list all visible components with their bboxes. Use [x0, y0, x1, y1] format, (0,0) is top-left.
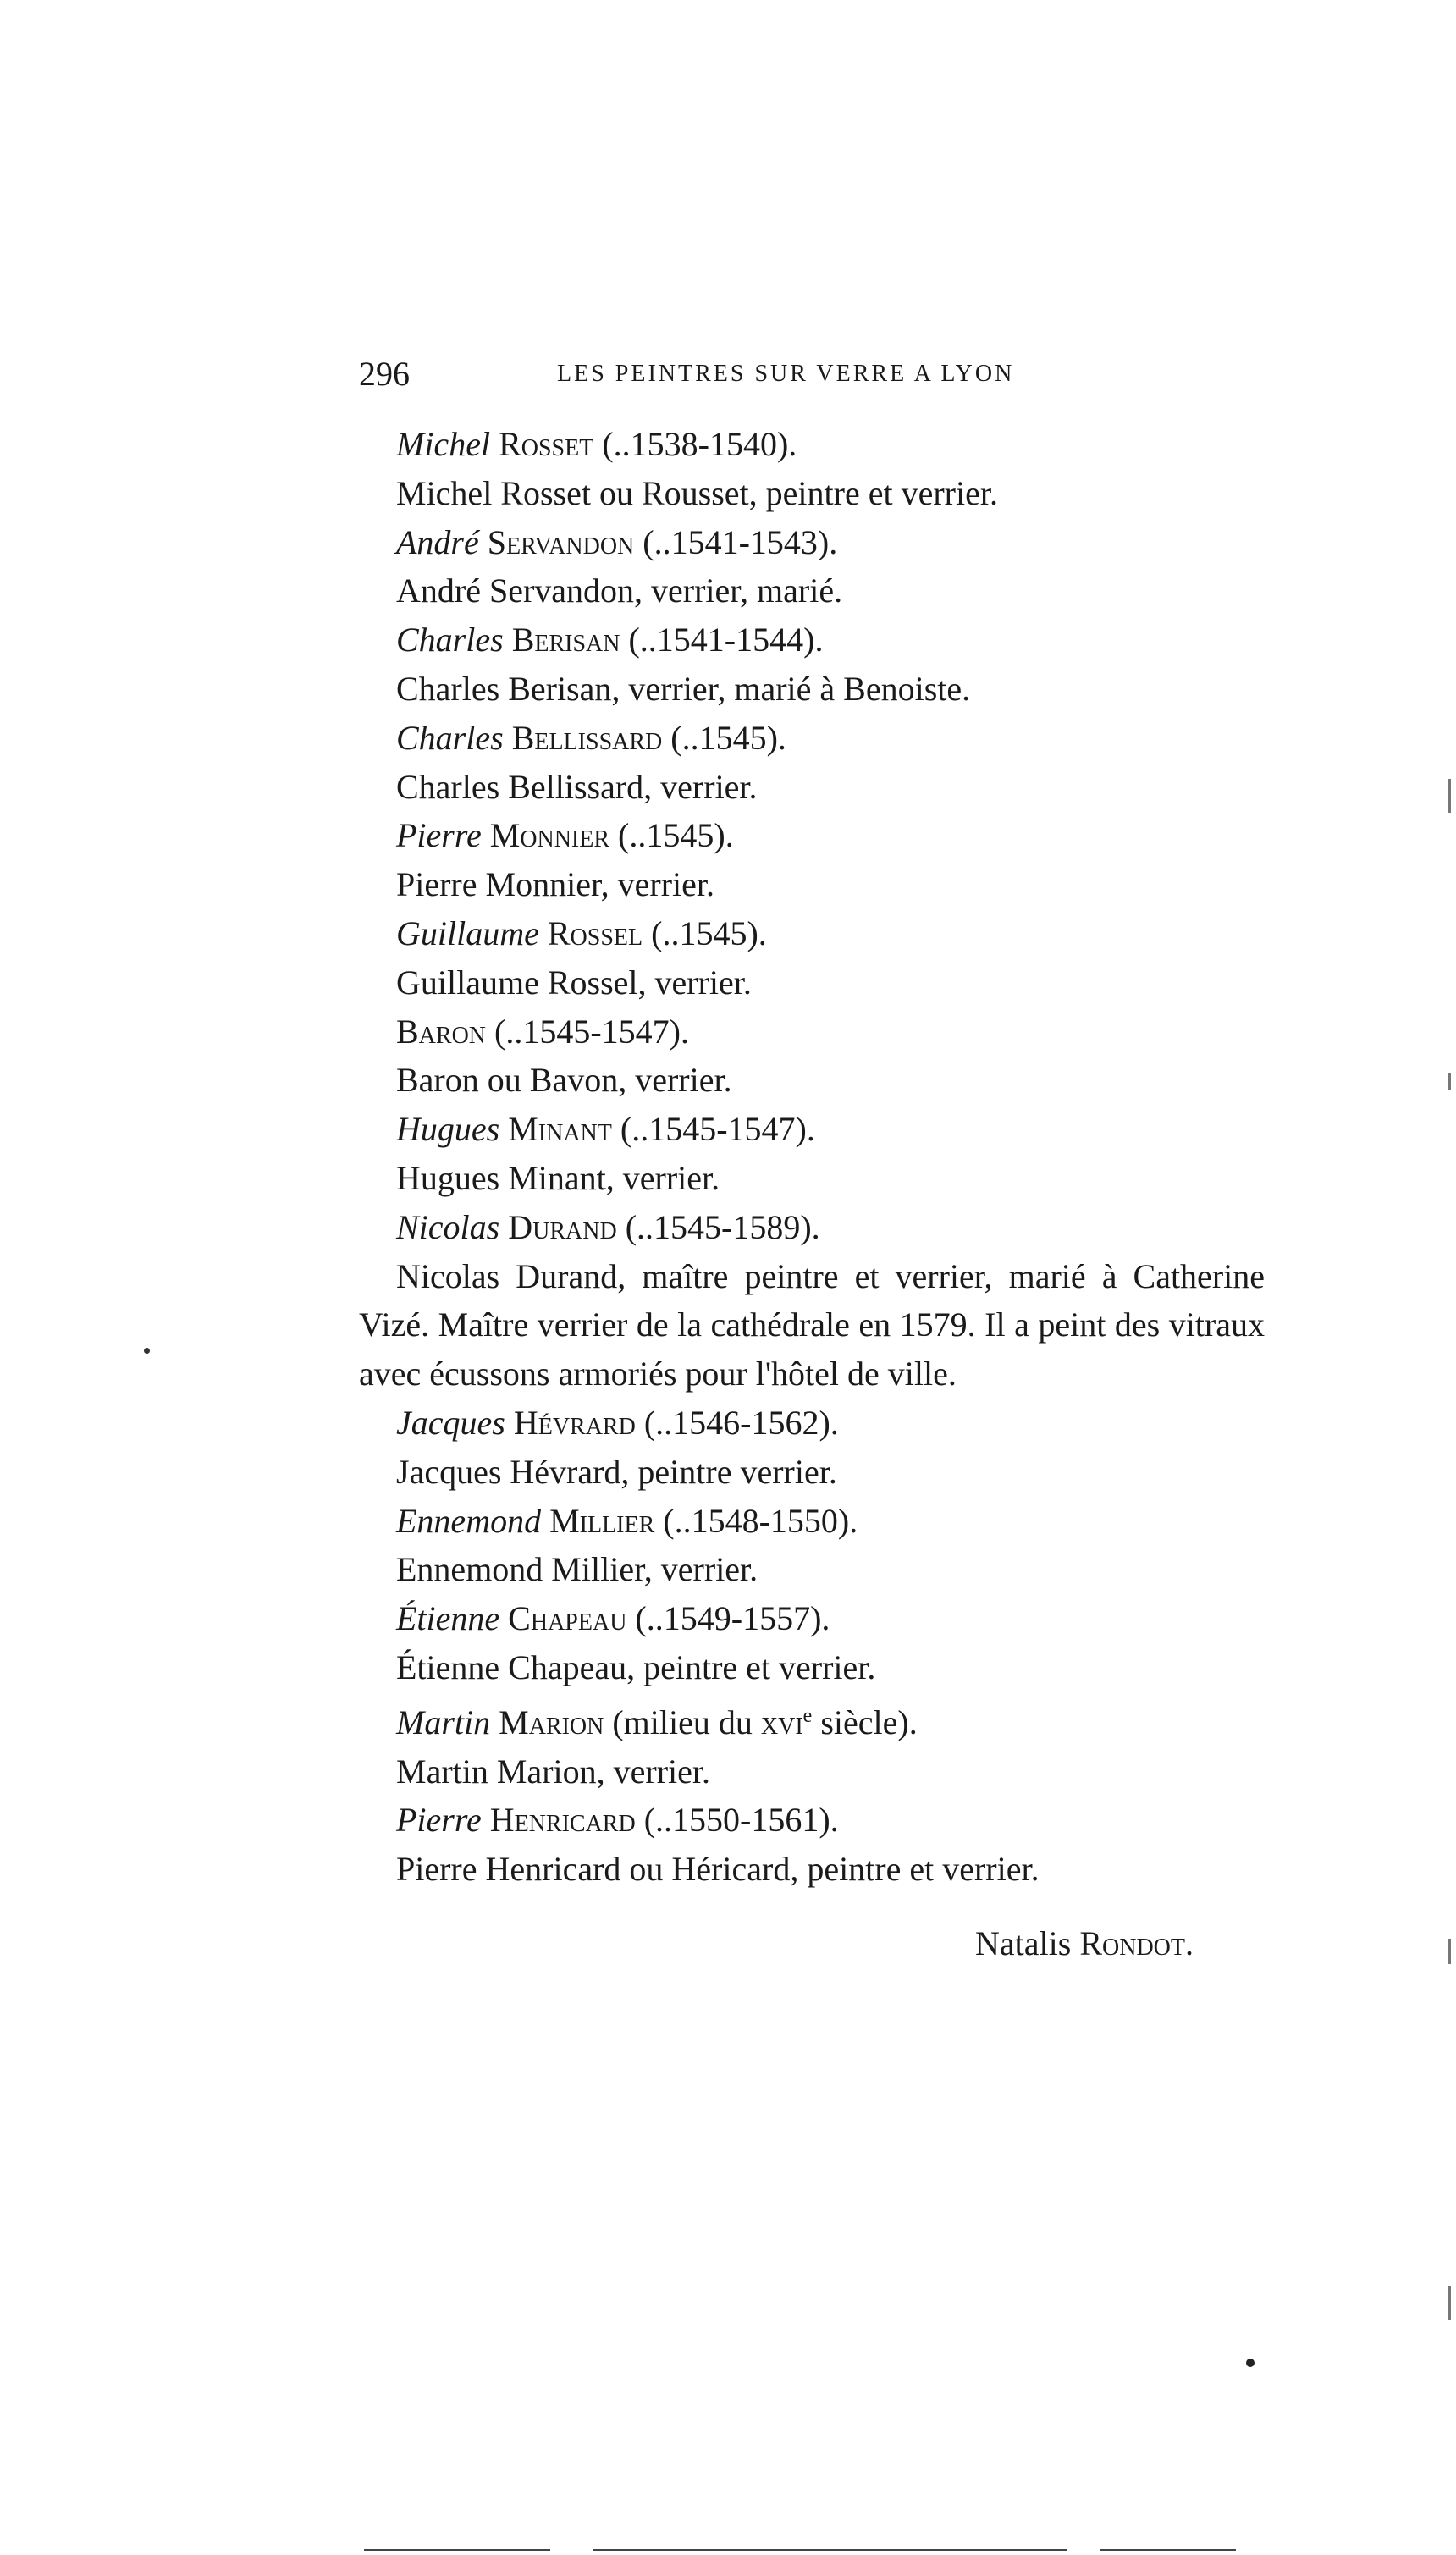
surname: Monnier	[489, 816, 610, 855]
given-name: Charles	[396, 718, 504, 757]
entry-heading	[359, 811, 1265, 860]
surname: Berisan	[511, 621, 620, 659]
dates: (..1545-1547).	[611, 1110, 815, 1149]
surname: Minant	[508, 1110, 612, 1149]
entry-heading	[359, 1399, 1265, 1448]
dates: (milieu du	[604, 1702, 761, 1741]
dates: (..1546-1562).	[635, 1403, 839, 1442]
running-title: LES PEINTRES SUR VERRE A LYON	[557, 361, 1015, 387]
surname: Servandon	[487, 522, 635, 561]
surname: Rosset	[499, 425, 594, 463]
dates: (..1538-1540).	[593, 425, 797, 463]
surname: Bellissard	[511, 718, 663, 757]
scan-bottom-rule	[1100, 2549, 1236, 2551]
dates: (..1545-1589).	[616, 1207, 820, 1246]
entry-description: Étienne Chapeau, peintre et verrier.	[396, 1647, 876, 1686]
scan-margin-mark	[1448, 1939, 1451, 1964]
entry-heading	[359, 1203, 1265, 1252]
dates: (..1541-1544).	[620, 621, 824, 659]
scan-margin-mark	[1448, 2286, 1451, 2320]
surname: Rossel	[547, 913, 643, 952]
given-name: Guillaume	[396, 913, 539, 952]
entry-description: Nicolas Durand, maître peintre et verrier, marié à Catherine Vizé. Maître verrier de la cathédrale en 1579. Il a peint des vitraux avec écussons armoriés pour l'hôtel de ville.	[359, 1256, 1265, 1393]
given-name: Nicolas	[396, 1207, 500, 1246]
entry-heading	[359, 420, 1265, 469]
entry-description: Charles Berisan, verrier, marié à Benoiste.	[396, 669, 971, 708]
dates: (..1545).	[643, 913, 767, 952]
scan-dot	[1246, 2359, 1255, 2367]
scan-margin-mark	[1448, 779, 1451, 813]
entry-description: André Servandon, verrier, marié.	[396, 571, 843, 610]
dates-end: siècle).	[812, 1702, 918, 1741]
entry-heading	[359, 1497, 1265, 1546]
given-name: Hugues	[396, 1110, 500, 1149]
given-name: Ennemond	[396, 1501, 542, 1540]
entry-description: Pierre Henricard ou Héricard, peintre et verrier.	[396, 1850, 1040, 1889]
entry-description: Hugues Minant, verrier.	[396, 1158, 720, 1197]
signature	[359, 1919, 1265, 1968]
surname: Baron	[396, 1012, 487, 1051]
page-header	[359, 354, 1070, 396]
entry-heading	[359, 1796, 1265, 1845]
dates: (..1549-1557).	[626, 1599, 830, 1638]
entry-description: Michel Rosset ou Rousset, peintre et verrier.	[396, 473, 998, 512]
surname: Marion	[499, 1702, 604, 1741]
dates: (..1548-1550).	[654, 1501, 858, 1540]
entry-description: Martin Marion, verrier.	[396, 1752, 710, 1791]
dates: (..1545-1547).	[486, 1012, 689, 1051]
scan-bottom-rule	[593, 2549, 1067, 2551]
scan-margin-mark	[1448, 1073, 1451, 1090]
given-name: Martin	[396, 1702, 491, 1741]
dates: (..1541-1543).	[634, 522, 838, 561]
dates: (..1545).	[662, 718, 786, 757]
signature-surname: Rondot.	[1079, 1923, 1194, 1962]
entry-description: Baron ou Bavon, verrier.	[396, 1061, 732, 1100]
entry-heading	[359, 909, 1265, 958]
dates: (..1550-1561).	[635, 1801, 839, 1840]
entry-heading	[359, 714, 1265, 763]
signature-given: Natalis	[975, 1923, 1072, 1962]
entry-heading	[359, 518, 1265, 567]
entry-description: Ennemond Millier, verrier.	[396, 1550, 758, 1589]
surname: Millier	[549, 1501, 655, 1540]
entry-heading	[359, 615, 1265, 665]
entry-heading	[359, 1692, 1265, 1747]
century: xvi	[760, 1702, 803, 1741]
surname: Chapeau	[508, 1599, 627, 1638]
dates: (..1545).	[609, 816, 734, 855]
given-name: Pierre	[396, 816, 482, 855]
century-superscript: e	[802, 1704, 813, 1727]
given-name: Étienne	[396, 1599, 500, 1638]
entry-description: Pierre Monnier, verrier.	[396, 865, 715, 904]
entry-description: Charles Bellissard, verrier.	[396, 767, 758, 806]
surname: Hévrard	[513, 1403, 636, 1442]
surname: Durand	[508, 1207, 617, 1246]
entry-description: Jacques Hévrard, peintre verrier.	[396, 1452, 837, 1491]
given-name: Charles	[396, 621, 504, 659]
scan-bottom-rule	[364, 2549, 550, 2551]
body-text	[359, 420, 1265, 1968]
given-name: Pierre	[396, 1801, 482, 1840]
entry-heading	[359, 1007, 1265, 1057]
page-number: 296	[359, 355, 410, 393]
entry-heading	[359, 1105, 1265, 1154]
given-name: André	[396, 522, 479, 561]
given-name: Jacques	[396, 1403, 505, 1442]
scan-dot	[144, 1348, 150, 1354]
entry-description: Guillaume Rossel, verrier.	[396, 963, 752, 1002]
given-name: Michel	[396, 425, 491, 463]
entry-heading	[359, 1594, 1265, 1643]
surname: Henricard	[489, 1801, 636, 1840]
